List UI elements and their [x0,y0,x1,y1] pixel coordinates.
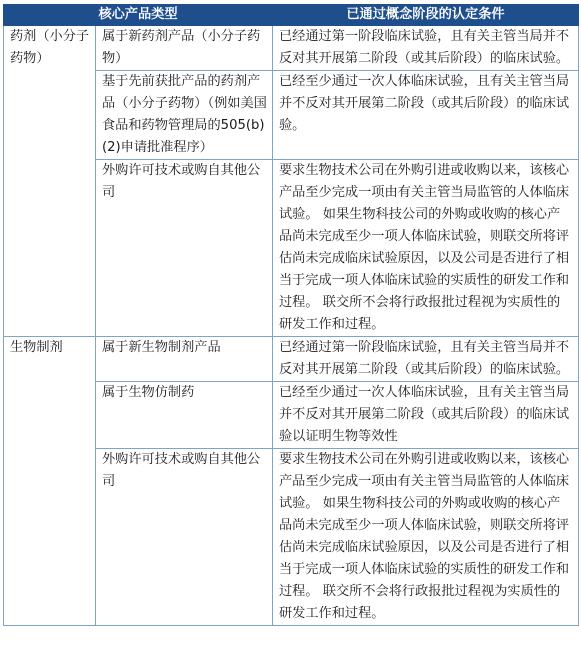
subtype-cell: 属于新药剂产品（小分子药物） [96,26,273,71]
table-row [4,26,579,71]
condition-cell: 已经至少通过一次人体临床试验，且有关主管当局并不反对其开展第二阶段（或其后阶段）的临床试验以证明生物等效性 [273,382,579,449]
criteria-table [3,4,579,626]
category-cell: 药剂（小分子药物） [4,26,96,337]
criteria-table-container [3,4,578,626]
category-cell: 生物制剂 [4,337,96,626]
table-row [4,337,579,382]
table-header-row [4,5,579,26]
condition-cell: 已经通过第一阶段临床试验，且有关主管当局并不反对其开展第二阶段（或其后阶段）的临床试验。 [273,337,579,382]
condition-cell: 要求生物技术公司在外购引进或收购以来，该核心产品至少完成一项由有关主管当局监管的人体临床试验。 如果生物科技公司的外购或收购的核心产品尚未完成至少一项人体临床试验，则联交所将评估尚未完成临床试验原因，以及公司是否进行了相当于完成一项人体临床试验的实质性的研发工作和过程。 联交所不会将行政报批过程视为实质性的研发工作和过程。 [273,160,579,337]
subtype-cell: 外购许可技术或购自其他公司 [96,160,273,337]
subtype-cell: 外购许可技术或购自其他公司 [96,449,273,626]
condition-cell: 已经至少通过一次人体临床试验，且有关主管当局并不反对其开展第二阶段（或其后阶段）的临床试验。 [273,71,579,160]
header-conditions: 已通过概念阶段的认定条件 [273,5,579,26]
subtype-cell: 属于生物仿制药 [96,382,273,449]
condition-cell: 已经通过第一阶段临床试验，且有关主管当局并不反对其开展第二阶段（或其后阶段）的临床试验。 [273,26,579,71]
subtype-cell: 属于新生物制剂产品 [96,337,273,382]
subtype-cell: 基于先前获批产品的药剂产品（小分子药物）（例如美国食品和药物管理局的505(b)(2)申请批准程序） [96,71,273,160]
condition-cell: 要求生物技术公司在外购引进或收购以来，该核心产品至少完成一项由有关主管当局监管的人体临床试验。 如果生物科技公司的外购或收购的核心产品尚未完成至少一项人体临床试验，则联交所将评估尚未完成临床试验原因，以及公司是否进行了相当于完成一项人体临床试验的实质性的研发工作和过程。 联交所不会将行政报批过程视为实质性的研发工作和过程。 [273,449,579,626]
header-product-type: 核心产品类型 [4,5,273,26]
